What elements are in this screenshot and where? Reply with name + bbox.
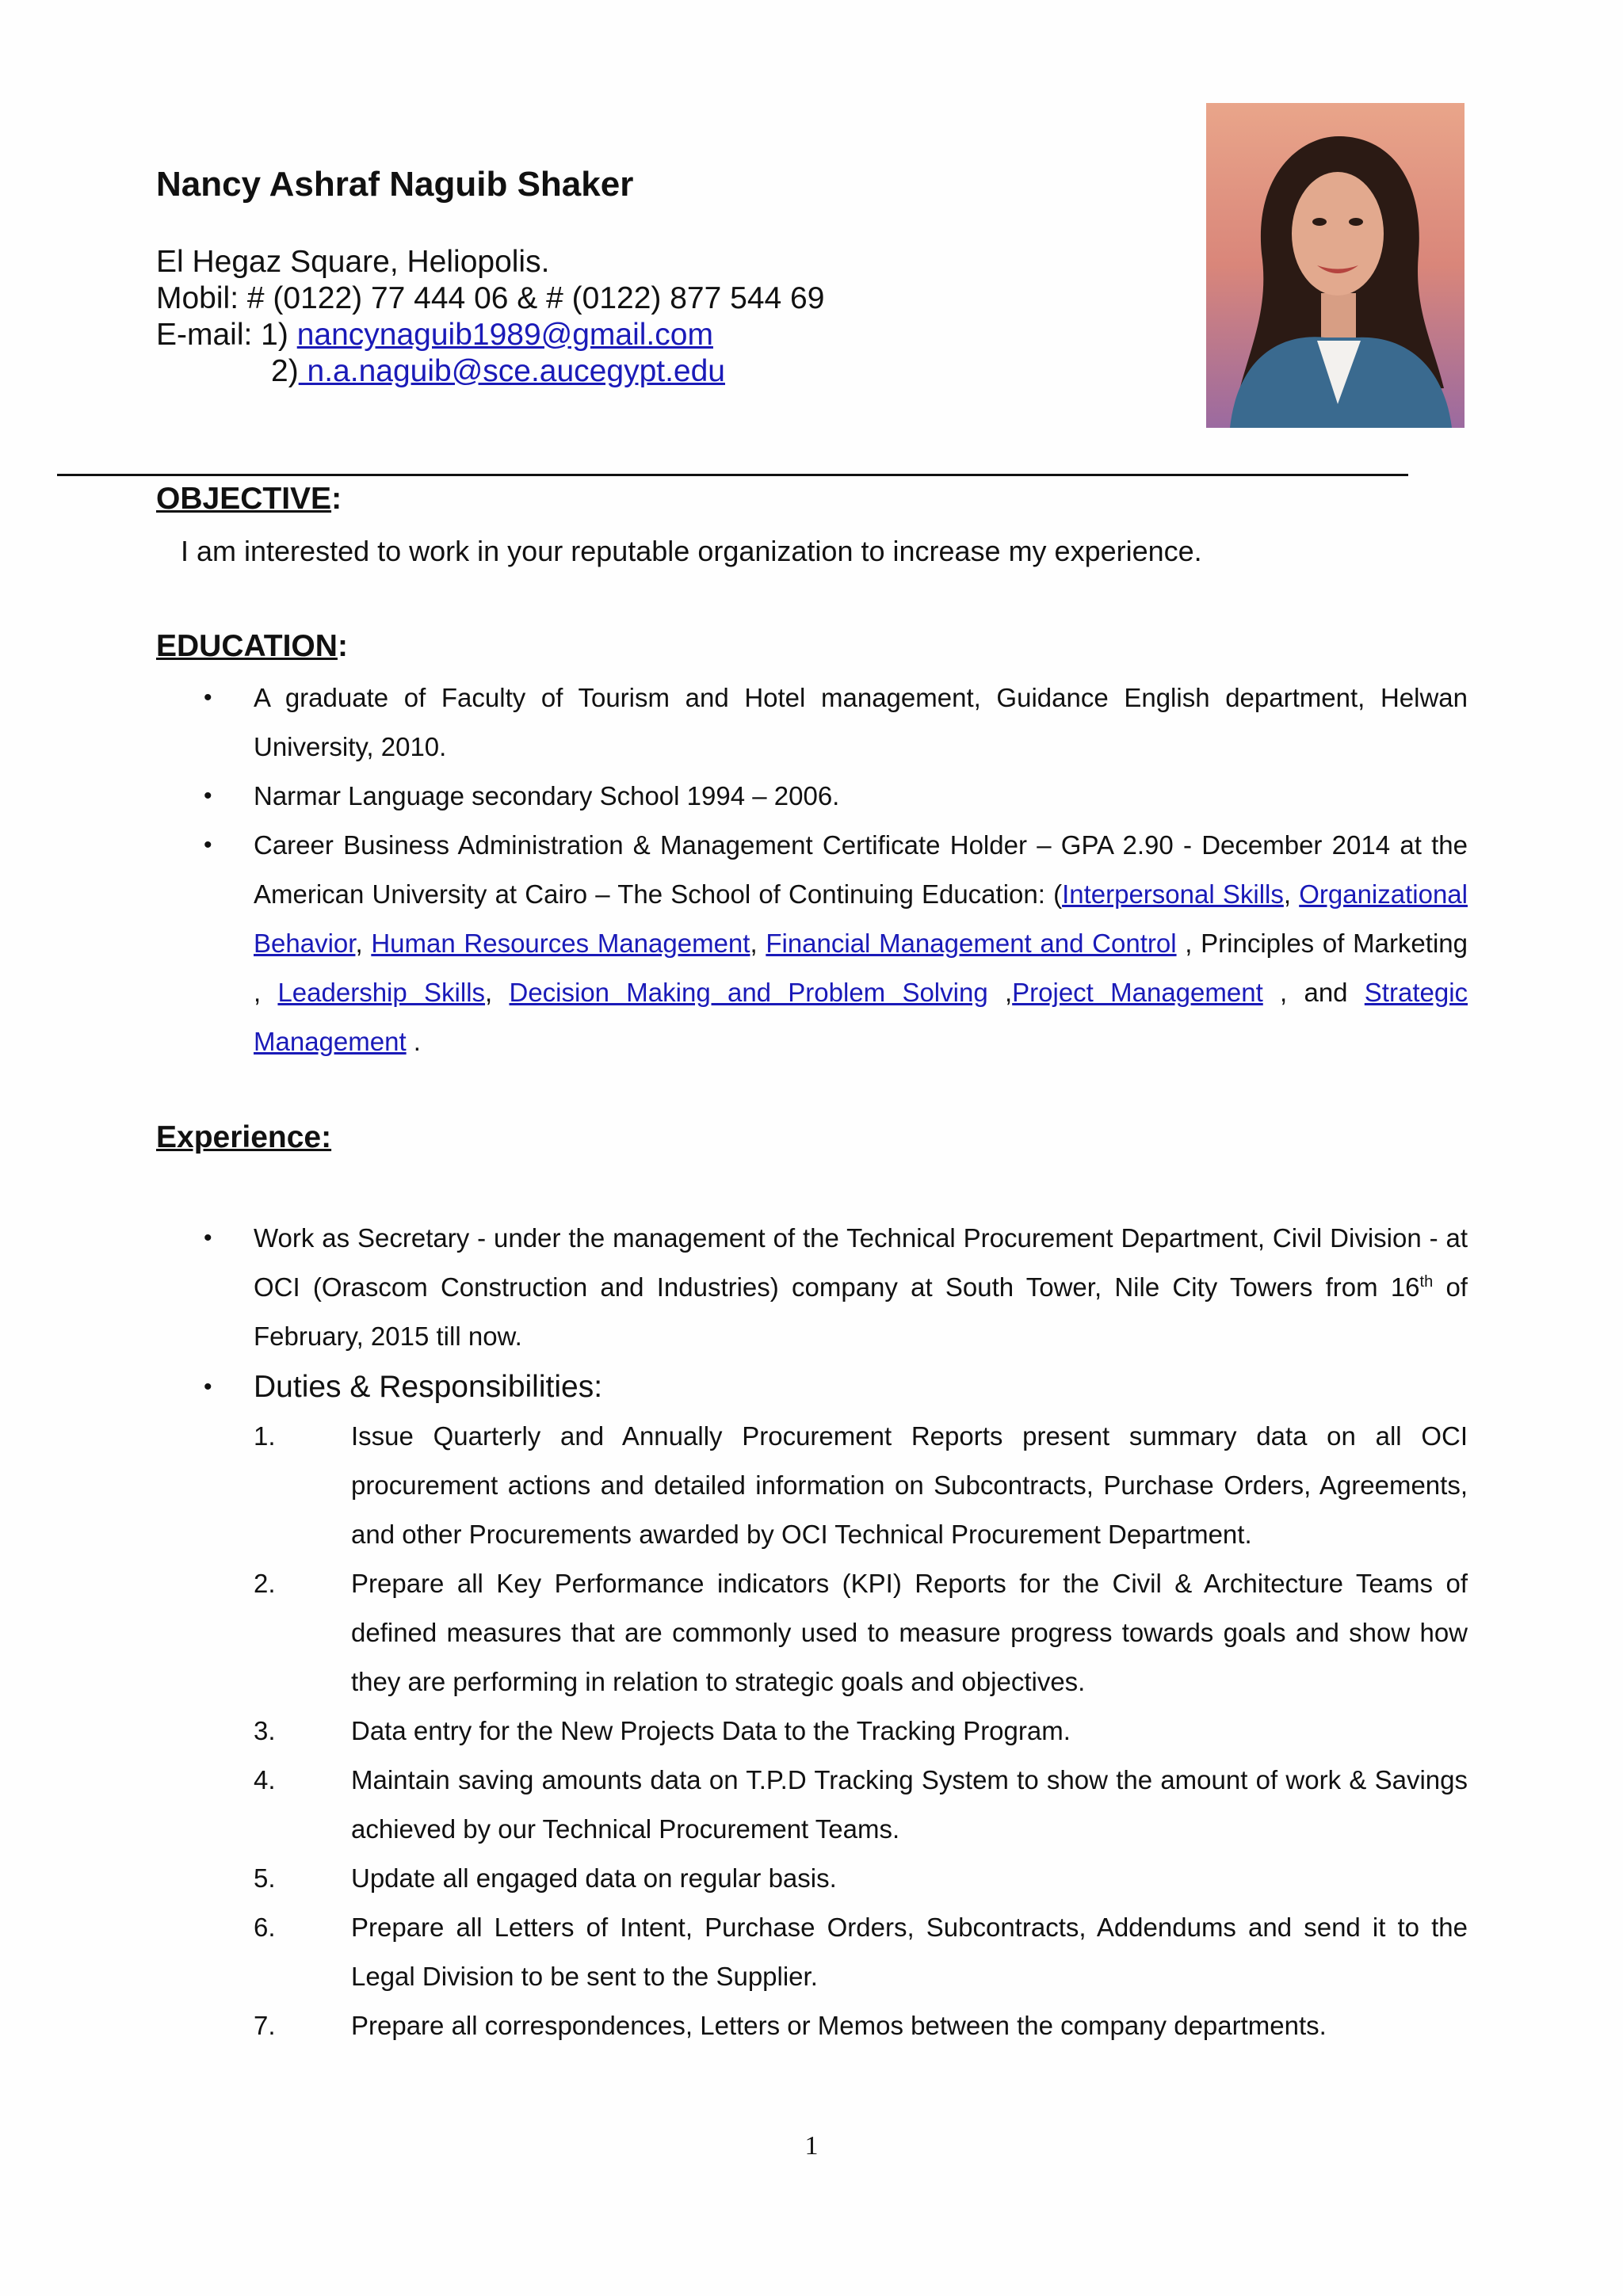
course-link-financial[interactable]: Financial Management and Control (766, 929, 1177, 958)
course-link-hr[interactable]: Human Resources Management (371, 929, 750, 958)
profile-photo (1206, 103, 1465, 428)
list-item: 1. Issue Quarterly and Annually Procurement Reports present summary data on all OCI procurement actions and detailed information on Subcontracts, Purchase Orders, Agreements, and other Procurements awarded by OCI Technical Procurement Department. (254, 1421, 1468, 1549)
bullet-icon: • (204, 1374, 212, 1400)
list-item: 5. Update all engaged data on regular basis. (254, 1863, 837, 1893)
list-item: • Work as Secretary - under the management of the Technical Procurement Department, Civil Division - at OCI (Orascom Construction and Industries) company at South Tower, Nile City Towers from 16th of February, 2015 till now. (156, 1214, 1468, 1361)
list-item: • A graduate of Faculty of Tourism and Hotel management, Guidance English department, Helwan University, 2010. (156, 673, 1468, 772)
page-number: 1 (804, 2131, 819, 2161)
email-label: E-mail: 1) (156, 318, 297, 352)
education-list (156, 673, 1468, 1066)
contact-block (156, 244, 824, 390)
course-link-strategic[interactable]: Strategic Management (254, 978, 1468, 1056)
bullet-icon: • (204, 832, 212, 858)
experience-list (156, 1214, 1468, 1413)
list-item: 6. Prepare all Letters of Intent, Purchase Orders, Subcontracts, Addendums and send it to the Legal Division to be sent to the Supplier. (254, 1913, 1468, 1991)
email-link-2[interactable]: n.a.naguib@sce.aucegypt.edu (298, 354, 725, 388)
mobile: Mobil: # (0122) 77 444 06 & # (0122) 877 544 69 (156, 281, 825, 315)
bullet-icon: • (204, 1225, 212, 1251)
duties-list (254, 1412, 1468, 2050)
email-link-1[interactable]: nancynaguib1989@gmail.com (296, 318, 713, 352)
course-link-interpersonal[interactable]: Interpersonal Skills (1062, 879, 1284, 909)
list-item: • Duties & Responsibilities: (156, 1361, 1468, 1413)
objective-text: I am interested to work in your reputable organization to increase my experience. (181, 535, 1202, 567)
list-item: • Career Business Administration & Management Certificate Holder – GPA 2.90 - December 2014 at the American University at Cairo – The School of Continuing Education: (Interpersonal Skills, Organizational Behavior, Human Resources Management, Financial Management and Control , Principles of Marketing , Leadership Skills, Decision Making and Problem Solving ,Project Management , and Strategic Management . (156, 821, 1468, 1066)
candidate-name: Nancy Ashraf Naguib Shaker (156, 165, 634, 204)
email2-number: 2) (271, 354, 299, 388)
bullet-icon: • (204, 783, 212, 809)
course-link-organizational[interactable]: Organizational Behavior (254, 879, 1468, 958)
list-item: 3. Data entry for the New Projects Data to the Tracking Program. (254, 1716, 1071, 1745)
course-link-project[interactable]: Project Management (1012, 978, 1263, 1007)
list-item: • Narmar Language secondary School 1994 – 2006. (156, 772, 1468, 821)
objective-heading: OBJECTIVE: (156, 482, 342, 516)
address: El Hegaz Square, Heliopolis. (156, 245, 550, 279)
email-line-1 (156, 317, 824, 353)
course-link-leadership[interactable]: Leadership Skills (277, 978, 486, 1007)
education-heading: EDUCATION: (156, 629, 348, 663)
experience-heading: Experience: (156, 1120, 332, 1154)
list-item: 7. Prepare all correspondences, Letters or Memos between the company departments. (254, 2011, 1327, 2040)
course-link-decision[interactable]: Decision Making and Problem Solving (509, 978, 988, 1007)
bullet-icon: • (204, 685, 212, 711)
list-item: 2. Prepare all Key Performance indicators (KPI) Reports for the Civil & Architecture Teams of defined measures that are commonly used to measure progress towards goals and show how they are performing in relation to strategic goals and objectives. (254, 1569, 1468, 1696)
email-line-2 (156, 353, 824, 390)
list-item: 4. Maintain saving amounts data on T.P.D Tracking System to show the amount of work & Savings achieved by our Technical Procurement Teams. (254, 1765, 1468, 1844)
header-divider (57, 474, 1408, 476)
